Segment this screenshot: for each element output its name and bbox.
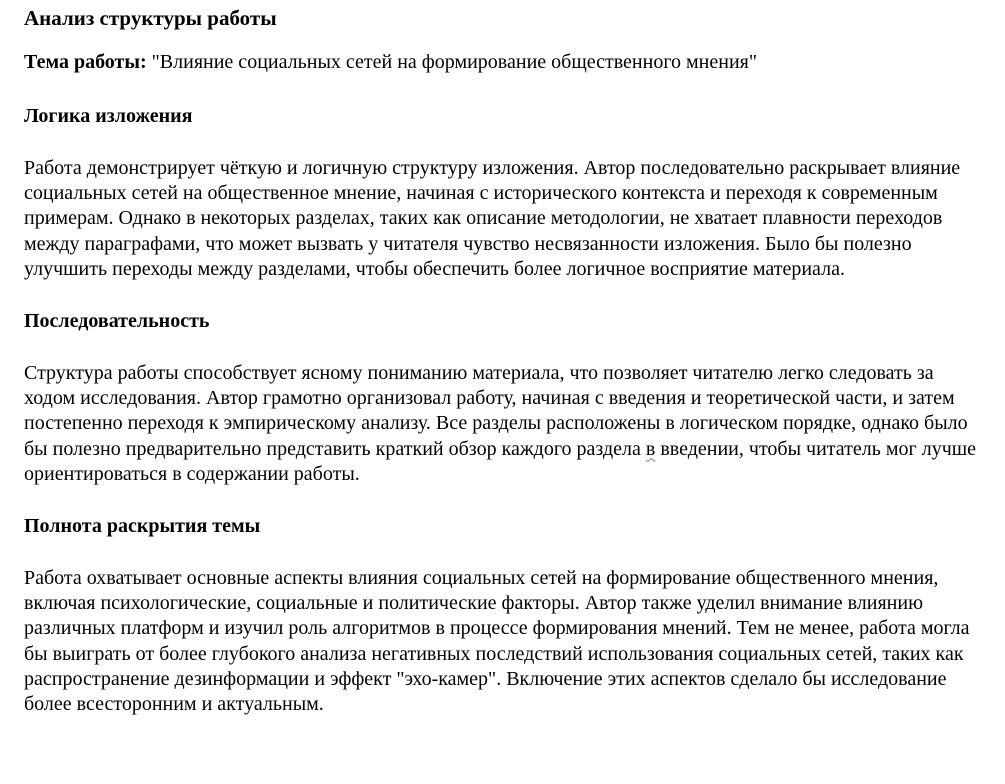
sequence-text-end: введении, чтобы читатель мог лучше ориентироваться в содержании работы. [24,437,977,485]
document-title: Анализ структуры работы [24,6,277,30]
topic-value: "Влияние социальных сетей на формирование общественного мнения" [151,51,758,73]
topic-label: Тема работы: [24,51,147,73]
section-body-sequence [24,361,984,487]
sequence-text-start: Структура работы способствует ясному пониманию материала, что позволяет читателю легко следовать за ходом исследования. Автор грамотно организовал работу, начиная с введения и теоретической части, и затем постепенно переходя к эмпирическому анализу. Все разделы расположены в логическом порядке, однако было бы полезно предварительно представить краткий обзор каждого раздела [24,362,968,460]
section-body-logic: Работа демонстрирует чёткую и логичную структуру изложения. Автор последовательно раскрывает влияние социальных сетей на общественное мнение, начиная с исторического контекста и переходя к современным примерам. Однако в некоторых разделах, таких как описание методологии, не хватает плавности переходов между параграфами, что может вызвать у читателя чувство несвязанности изложения. Было бы полезно улучшить переходы между разделами, чтобы обеспечить более логичное восприятие материала. [24,157,961,280]
section-heading-logic: Логика изложения [24,105,193,127]
section-heading-completeness: Полнота раскрытия темы [24,515,261,538]
topic-line [24,50,1005,74]
section-heading-sequence: Последовательность [24,310,210,333]
section-body-completeness: Работа охватывает основные аспекты влияния социальных сетей на формирование общественного мнения, включая психологические, социальные и политические факторы. Автор также уделил внимание влиянию различных платформ и изучил роль алгоритмов в процессе формирования мнений. Тем не менее, работа могла бы выиграть от более глубокого анализа негативных последствий использования социальных сетей, таких как распространение дезинформации и эффект "эхо-камер". Включение этих аспектов сделало бы исследование более всесторонним и актуальным. [24,567,970,716]
spellcheck-flagged-word[interactable]: в [645,437,656,460]
